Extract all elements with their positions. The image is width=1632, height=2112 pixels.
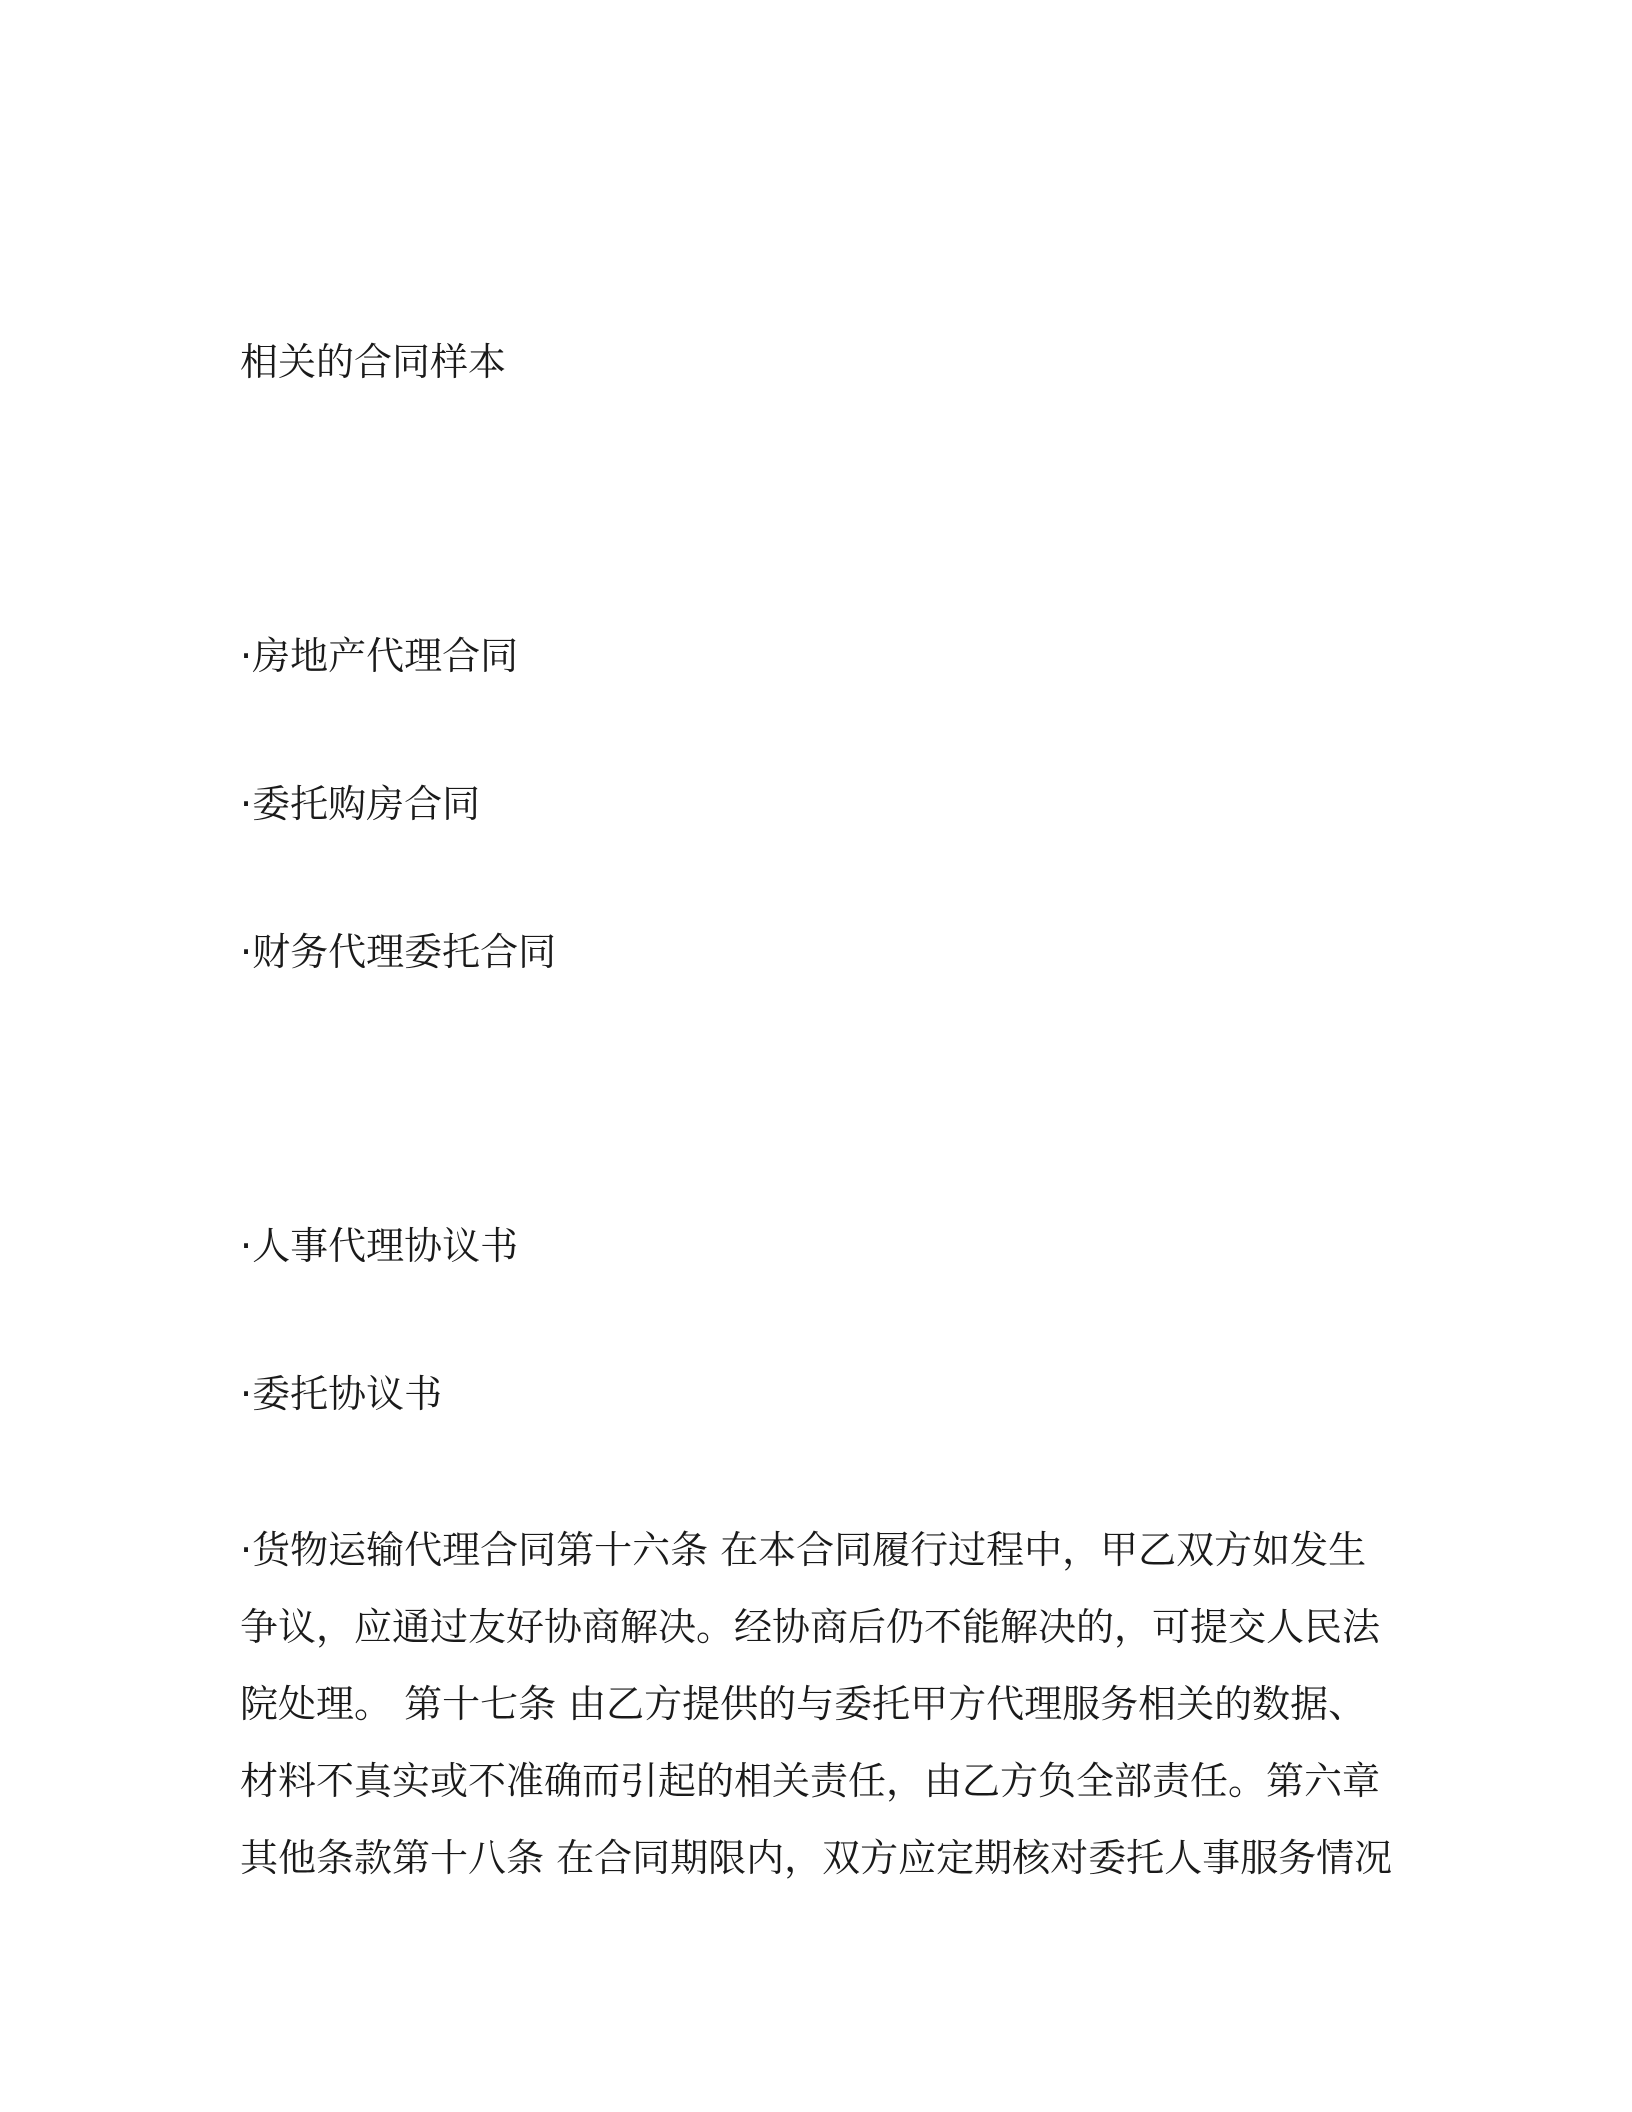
list-item: ·房地产代理合同 xyxy=(240,634,519,678)
body-line: 其他条款第十八条 在合同期限内，双方应定期核对委托人事服务情况 xyxy=(240,1836,1393,1880)
list-item: ·人事代理协议书 xyxy=(240,1224,519,1268)
list-item: ·委托协议书 xyxy=(240,1372,443,1416)
body-paragraph xyxy=(240,1512,1393,1897)
list-item: ·委托购房合同 xyxy=(240,782,481,826)
body-line: 争议，应通过友好协商解决。经协商后仍不能解决的，可提交人民法 xyxy=(240,1605,1381,1649)
section-heading: 相关的合同样本 xyxy=(240,340,507,384)
body-line: ·货物运输代理合同第十六条 在本合同履行过程中，甲乙双方如发生 xyxy=(240,1528,1367,1572)
body-line: 材料不真实或不准确而引起的相关责任，由乙方负全部责任。第六章 xyxy=(240,1759,1381,1803)
body-line: 院处理。 第十七条 由乙方提供的与委托甲方代理服务相关的数据、 xyxy=(240,1682,1367,1726)
list-item: ·财务代理委托合同 xyxy=(240,930,557,974)
